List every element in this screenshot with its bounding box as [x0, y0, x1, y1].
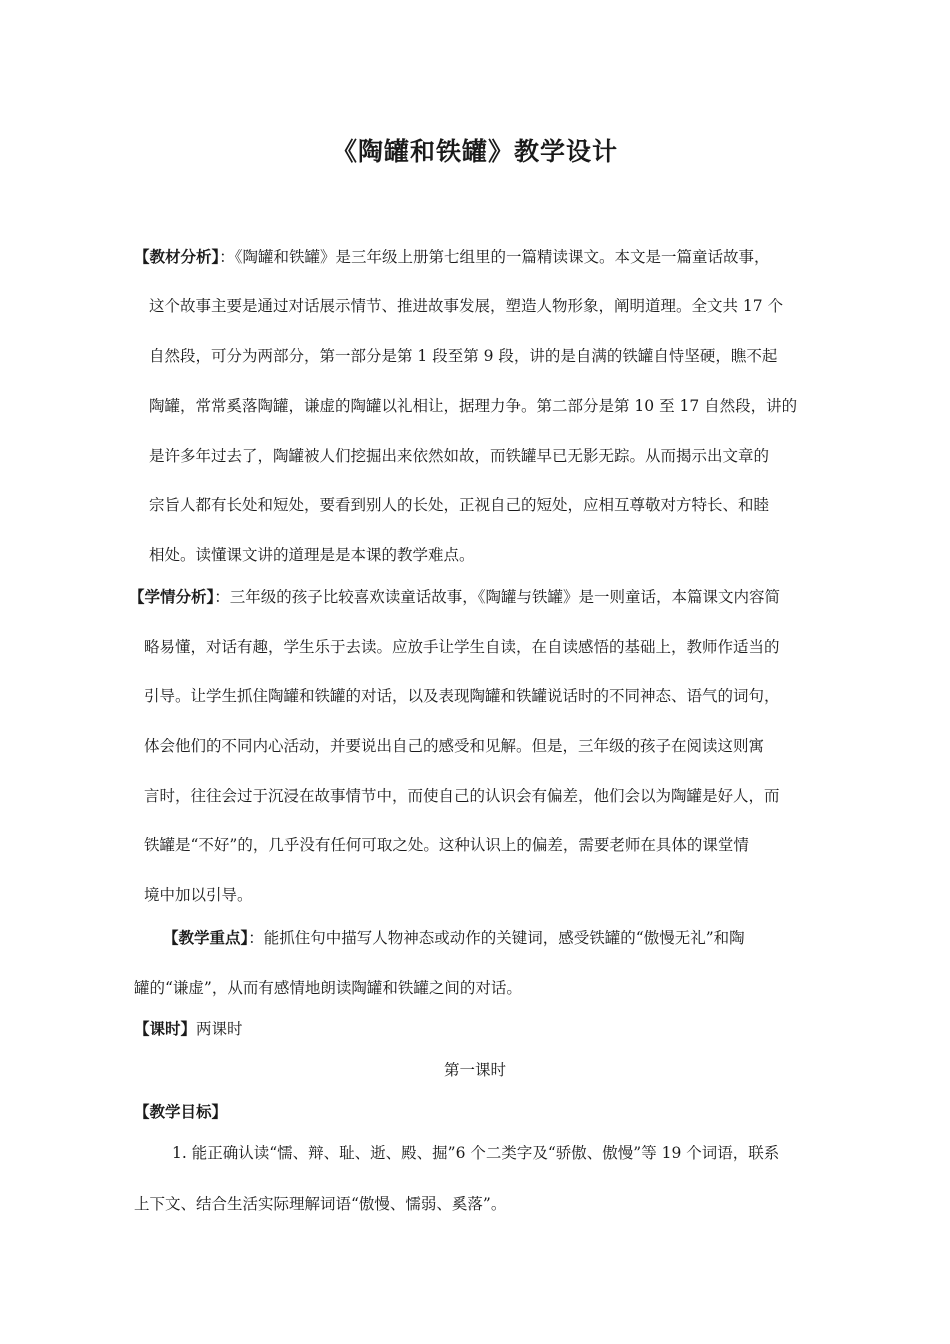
document-title: 《陶罐和铁罐》教学设计 — [331, 137, 618, 166]
class-hours-line — [134, 1019, 243, 1039]
objectives-label: 【教学目标】 — [134, 1102, 228, 1121]
student-analysis-line-4: 体会他们的不同内心活动，并要说出自己的感受和见解。但是，三年级的孩子在阅读这则寓 — [144, 737, 765, 755]
key-points-text: ：能抓住句中描写人物神态或动作的关键词，感受铁罐的“傲慢无礼”和陶 — [248, 929, 745, 947]
student-analysis-line-1 — [129, 587, 780, 607]
textbook-analysis-line-1 — [134, 247, 770, 267]
textbook-analysis-line-6: 宗旨人都有长处和短处，要看到别人的长处，正视自己的短处，应相互尊敬对方特长、和睦 — [149, 496, 770, 514]
key-points-line-1 — [163, 928, 745, 948]
textbook-analysis-line-7: 相处。读懂课文讲的道理是是本课的教学难点。 — [149, 546, 475, 564]
key-points-label: 【教学重点】 — [163, 928, 249, 947]
student-analysis-line-6: 铁罐是“不好”的，几乎没有任何可取之处。这种认识上的偏差，需要老师在具体的课堂情 — [144, 836, 749, 854]
textbook-analysis-line-4: 陶罐，常常奚落陶罐，谦虚的陶罐以礼相让，据理力争。第二部分是第 10 至 17 自然段，讲的 — [149, 397, 798, 415]
objectives-heading — [134, 1102, 227, 1122]
objective-1-line-1: 1. 能正确认读“懦、辩、耻、逝、殿、掘”6 个二类字及“骄傲、傲慢”等 19 个词语，联系 — [172, 1144, 780, 1162]
textbook-analysis-line-5: 是许多年过去了，陶罐被人们挖掘出来依然如故，而铁罐早已无影无踪。从而揭示出文章的 — [149, 447, 770, 465]
objective-1-line-2: 上下文、结合生活实际理解词语“傲慢、懦弱、奚落”。 — [134, 1195, 507, 1213]
student-analysis-line-2: 略易懂，对话有趣，学生乐于去读。应放手让学生自读，在自读感悟的基础上，教师作适当的 — [144, 638, 780, 656]
class-hours-label: 【课时】 — [134, 1019, 197, 1038]
student-analysis-line-3: 引导。让学生抓住陶罐和铁罐的对话，以及表现陶罐和铁罐说话时的不同神态、语气的词句， — [144, 687, 780, 705]
textbook-analysis-label: 【教材分析】 — [134, 247, 220, 266]
student-analysis-text: ：三年级的孩子比较喜欢读童话故事，《陶罐与铁罐》是一则童话，本篇课文内容简 — [214, 588, 781, 606]
textbook-analysis-line-2: 这个故事主要是通过对话展示情节、推进故事发展，塑造人物形象，阐明道理。全文共 17 个 — [149, 297, 784, 315]
key-points-line-2: 罐的“谦虚”，从而有感情地朗读陶罐和铁罐之间的对话。 — [134, 979, 522, 997]
textbook-analysis-text: ：《陶罐和铁罐》是三年级上册第七组里的一篇精读课文。本文是一篇童话故事， — [219, 248, 770, 266]
first-lesson-heading: 第一课时 — [443, 1061, 506, 1079]
student-analysis-label: 【学情分析】 — [129, 587, 215, 606]
class-hours-value: 两课时 — [196, 1020, 243, 1038]
student-analysis-line-7: 境中加以引导。 — [144, 886, 253, 904]
student-analysis-line-5: 言时，往往会过于沉浸在故事情节中，而使自己的认识会有偏差，他们会以为陶罐是好人，而 — [144, 787, 780, 805]
textbook-analysis-line-3: 自然段，可分为两部分，第一部分是第 1 段至第 9 段，讲的是自满的铁罐自恃坚硬，瞧不起 — [149, 347, 778, 365]
